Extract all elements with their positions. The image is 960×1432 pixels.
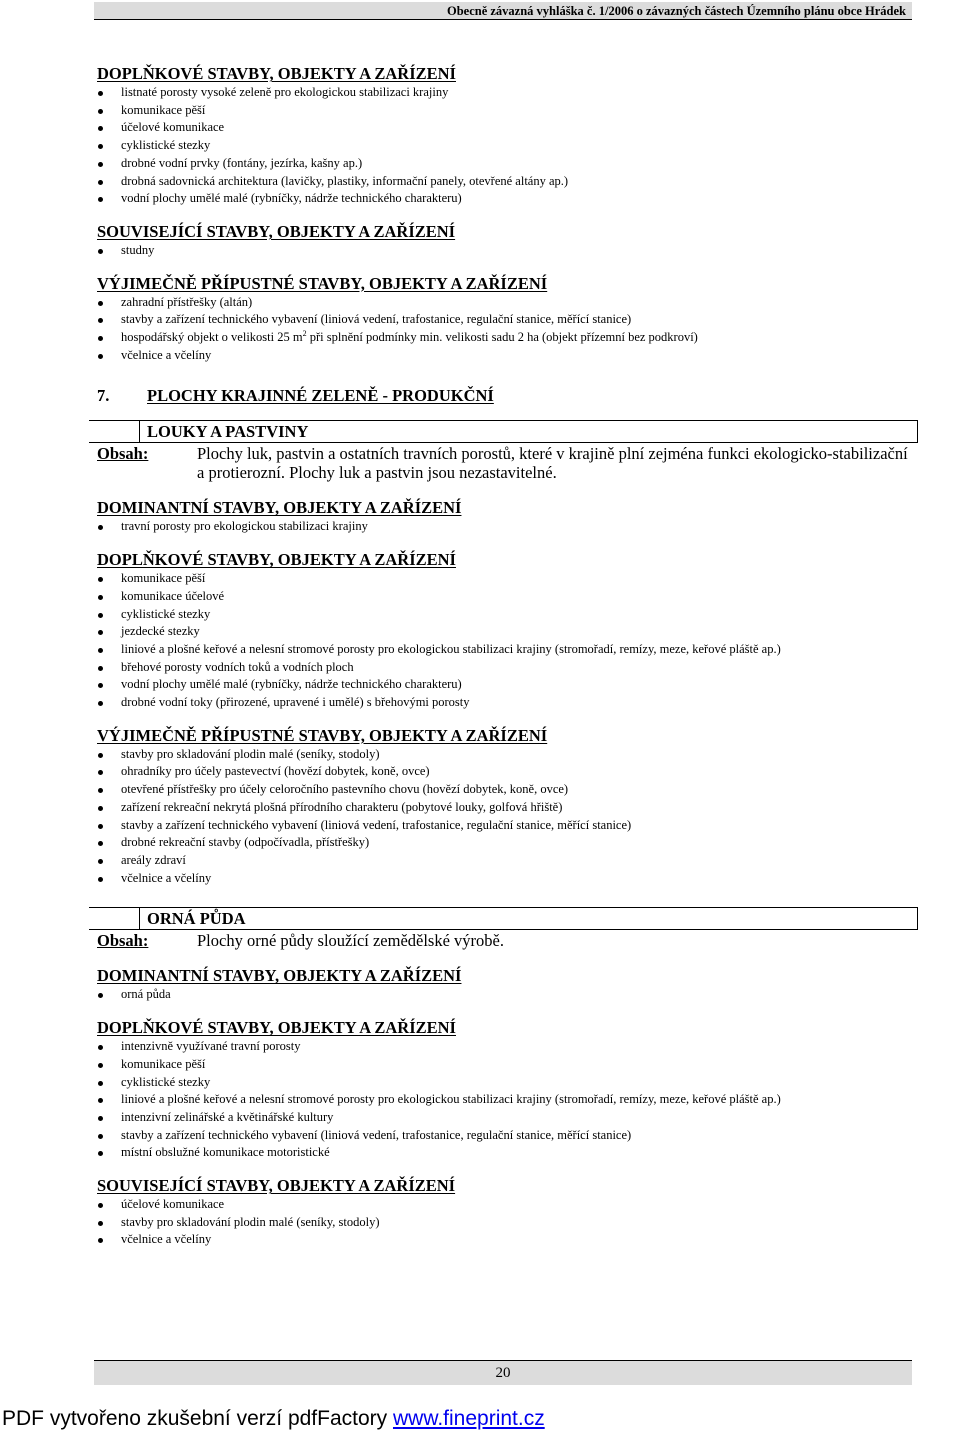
list-item: stavby a zařízení technického vybavení (liniová vedení, trafostanice, regulační stanice, měřící stanice) (97, 311, 912, 329)
list-item: areály zdraví (97, 852, 912, 870)
list-item: komunikace pěší (97, 102, 912, 120)
list-item: břehové porosty vodních toků a vodních ploch (97, 659, 912, 677)
list-item: stavby pro skladování plodin malé (seníky, stodoly) (97, 746, 912, 764)
list-item: včelnice a včelíny (97, 870, 912, 888)
list-item: ohradníky pro účely pastevectví (hovězí dobytek, koně, ovce) (97, 763, 912, 781)
list-item: intenzivní zelinářské a květinářské kultury (97, 1109, 912, 1127)
box-left-rule (139, 420, 140, 442)
list-item: komunikace účelové (97, 588, 912, 606)
list-item: účelové komunikace (97, 1196, 912, 1214)
box-top-rule (89, 420, 918, 421)
heading-doplnkove-louky: DOPLŇKOVÉ STAVBY, OBJEKTY A ZAŘÍZENÍ (97, 550, 456, 570)
box-left-rule (139, 907, 140, 929)
list-item: studny (97, 242, 912, 260)
list-vyjimecne-louky (97, 746, 912, 888)
heading-souvisejici-top: SOUVISEJÍCÍ STAVBY, OBJEKTY A ZAŘÍZENÍ (97, 221, 456, 241)
list-item: cyklistické stezky (97, 606, 912, 624)
list-item: účelové komunikace (97, 119, 912, 137)
heading-doplnkove-orna: DOPLŇKOVÉ STAVBY, OBJEKTY A ZAŘÍZENÍ (97, 1018, 456, 1038)
list-item (97, 329, 912, 347)
heading-vyjimecne-top: VÝJIMEČNĚ PŘÍPUSTNÉ STAVBY, OBJEKTY A ZAŘÍZENÍ (97, 273, 548, 293)
list-item: místní obslužné komunikace motoristické (97, 1144, 912, 1162)
heading-doplnkove-top: DOPLŇKOVÉ STAVBY, OBJEKTY A ZAŘÍZENÍ (97, 64, 456, 83)
pdf-note-text: PDF vytvořeno zkušební verzí pdfFactory (2, 1407, 393, 1430)
section-title (97, 386, 912, 406)
document-header (94, 2, 912, 20)
list-item: komunikace pěší (97, 570, 912, 588)
section-number: 7. (97, 386, 110, 406)
list-item: intenzivně využívané travní porosty (97, 1038, 912, 1056)
list-vyjimecne-top (97, 294, 912, 365)
list-item: drobné rekreační stavby (odpočívadla, přístřešky) (97, 834, 912, 852)
box-bottom-rule (89, 442, 918, 443)
fineprint-link[interactable]: www.fineprint.cz (392, 1407, 545, 1430)
list-item: listnaté porosty vysoké zeleně pro ekologickou stabilizaci krajiny (97, 84, 912, 102)
section-name: PLOCHY KRAJINNÉ ZELENĚ - PRODUKČNÍ (147, 386, 494, 406)
list-item: travní porosty pro ekologickou stabilizaci krajiny (97, 518, 912, 536)
list-item: zařízení rekreační nekrytá plošná přírodního charakteru (pobytové louky, golfová hřiště) (97, 799, 912, 817)
list-doplnkove-orna (97, 1038, 912, 1162)
list-item: vodní plochy umělé malé (rybníčky, nádrže technického charakteru) (97, 676, 912, 694)
list-item: drobné vodní prvky (fontány, jezírka, kašny ap.) (97, 155, 912, 173)
list-souvisejici-orna (97, 1196, 912, 1249)
list-item: zahradní přístřešky (altán) (97, 294, 912, 312)
subsection-louky (97, 420, 912, 482)
item-text: při splnění podmínky min. velikosti sadu 2 ha (objekt přízemní bez podkroví) (306, 330, 698, 345)
list-item: orná půda (97, 986, 912, 1004)
list-item: drobné vodní toky (přirozené, upravené i umělé) s břehovými porosty (97, 694, 912, 712)
heading-dominantni-orna: DOMINANTNÍ STAVBY, OBJEKTY A ZAŘÍZENÍ (97, 966, 462, 986)
obsah-label: Obsah: (97, 931, 149, 951)
page-number: 20 (94, 1361, 912, 1385)
obsah-text: Plochy orné půdy sloužící zemědělské výrobě. (197, 931, 504, 951)
box-right-rule (917, 420, 918, 442)
pdf-watermark (2, 1406, 545, 1432)
superscript: 2 (302, 328, 307, 338)
list-item: cyklistické stezky (97, 1074, 912, 1092)
subsection-orna (97, 907, 912, 950)
list-item: včelnice a včelíny (97, 347, 912, 365)
list-item: komunikace pěší (97, 1056, 912, 1074)
list-dominantni-orna (97, 986, 912, 1004)
list-item: stavby pro skladování plodin malé (seníky, stodoly) (97, 1214, 912, 1232)
list-item: vodní plochy umělé malé (rybníčky, nádrže technického charakteru) (97, 190, 912, 208)
list-item: liniové a plošné keřové a nelesní stromové porosty pro ekologickou stabilizaci krajiny (stromořadí, remízy, meze, keřové pláště ap.) (97, 1091, 912, 1109)
list-doplnkove-top (97, 84, 912, 208)
obsah-row (97, 444, 912, 482)
list-item: cyklistické stezky (97, 137, 912, 155)
list-item: liniové a plošné keřové a nelesní stromové porosty pro ekologickou stabilizaci krajiny (stromořadí, remízy, meze, keřové pláště ap.) (97, 641, 912, 659)
page-content (97, 64, 912, 1249)
list-item: drobná sadovnická architektura (lavičky, plastiky, informační panely, otevřené altány ap.) (97, 173, 912, 191)
heading-souvisejici-orna: SOUVISEJÍCÍ STAVBY, OBJEKTY A ZAŘÍZENÍ (97, 1176, 456, 1196)
document-header-title: Obecně závazná vyhláška č. 1/2006 o závazných částech Územního plánu obce Hrádek (446, 4, 906, 18)
list-item: stavby a zařízení technického vybavení (liniová vedení, trafostanice, regulační stanice, měřící stanice) (97, 817, 912, 835)
item-text: hospodářský objekt o velikosti 25 m (121, 330, 303, 345)
box-top-rule (89, 907, 918, 908)
obsah-row (97, 931, 912, 950)
subsection-title: ORNÁ PŮDA (147, 909, 246, 929)
box-right-rule (917, 907, 918, 929)
heading-vyjimecne-louky: VÝJIMEČNĚ PŘÍPUSTNÉ STAVBY, OBJEKTY A ZAŘÍZENÍ (97, 725, 548, 745)
list-item: stavby a zařízení technického vybavení (liniová vedení, trafostanice, regulační stanice, měřící stanice) (97, 1127, 912, 1145)
box-bottom-rule (89, 929, 918, 930)
subsection-title: LOUKY A PASTVINY (147, 422, 309, 442)
list-item: jezdecké stezky (97, 623, 912, 641)
heading-dominantni-louky: DOMINANTNÍ STAVBY, OBJEKTY A ZAŘÍZENÍ (97, 498, 462, 518)
list-item: otevřené přístřešky pro účely celoročního pastevního chovu (hovězí dobytek, koně, ovce) (97, 781, 912, 799)
obsah-text: Plochy luk, pastvin a ostatních travních porostů, které v krajině plní zejména funkci ekologicko-stabilizační a protierozní. Plochy luk a pastvin jsou nezastavitelné. (197, 444, 908, 483)
list-souvisejici-top (97, 242, 912, 260)
list-dominantni-louky (97, 518, 912, 536)
obsah-label: Obsah: (97, 444, 149, 464)
list-item: včelnice a včelíny (97, 1231, 912, 1249)
list-doplnkove-louky (97, 570, 912, 712)
